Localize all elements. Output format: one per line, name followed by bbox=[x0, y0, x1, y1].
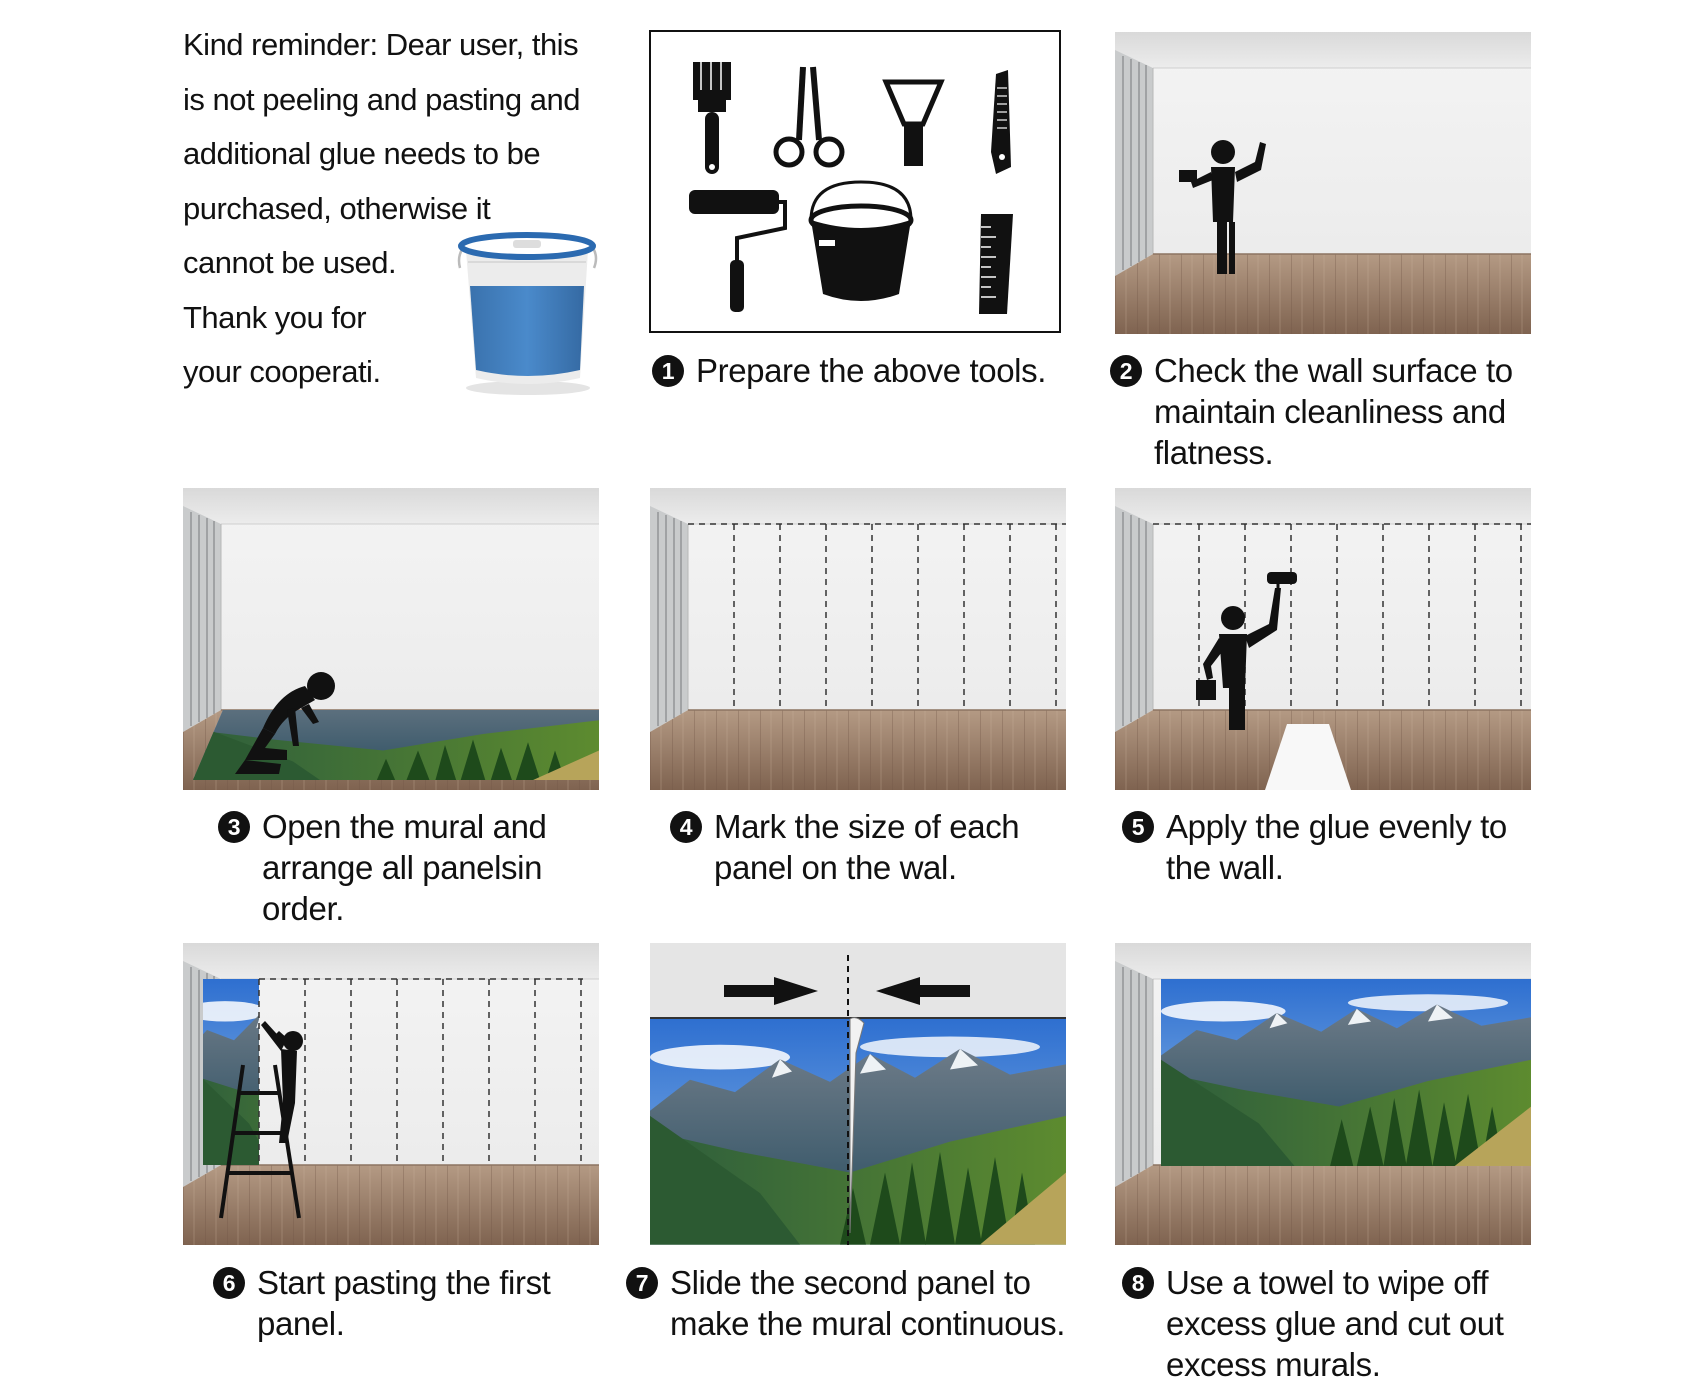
bucket-icon bbox=[811, 182, 911, 301]
glue-bucket-image bbox=[448, 228, 606, 398]
reminder-line: your cooperati. bbox=[183, 354, 381, 389]
reminder-line: additional glue needs to be bbox=[183, 136, 541, 171]
reminder-line: Thank you for bbox=[183, 299, 367, 335]
step-text: Open the mural and arrange all panelsin order. bbox=[262, 808, 547, 927]
step-text: Check the wall surface to maintain cleanliness and flatness. bbox=[1154, 352, 1513, 471]
step-number-badge: 7 bbox=[626, 1267, 658, 1299]
scraper-icon bbox=[886, 82, 941, 166]
reminder-line: cannot be used. bbox=[183, 245, 397, 280]
step-6-caption bbox=[213, 1262, 550, 1344]
paint-brush-icon bbox=[693, 62, 731, 174]
step-text: Mark the size of each panel on the wal. bbox=[714, 808, 1020, 886]
step-4-caption bbox=[670, 806, 1019, 888]
step-6-image bbox=[183, 943, 599, 1245]
reminder-line: is not peeling and pasting and bbox=[183, 81, 580, 117]
step-text: Slide the second panel to make the mural continuous. bbox=[670, 1264, 1065, 1342]
scissors-icon bbox=[776, 67, 842, 165]
step-7-image bbox=[650, 943, 1066, 1245]
step-number-badge: 4 bbox=[670, 811, 702, 843]
step-text: Prepare the above tools. bbox=[696, 352, 1046, 389]
utility-knife-icon bbox=[991, 70, 1011, 174]
step-5-caption bbox=[1122, 806, 1507, 888]
step-8-image bbox=[1115, 943, 1531, 1245]
paint-roller-icon bbox=[689, 190, 785, 312]
step-number-badge: 3 bbox=[218, 811, 250, 843]
step-text: Start pasting the first panel. bbox=[257, 1264, 551, 1342]
step-5-image bbox=[1115, 488, 1531, 790]
step-number-badge: 5 bbox=[1122, 811, 1154, 843]
step-2-image bbox=[1115, 32, 1531, 334]
step-4-image bbox=[650, 488, 1066, 790]
mural-panels bbox=[650, 1018, 1066, 1245]
finished-mural bbox=[1161, 979, 1531, 1166]
reminder-line: Kind reminder: Dear user, this bbox=[183, 27, 579, 62]
reminder-line: purchased, otherwise it bbox=[183, 190, 491, 226]
step-text: Use a towel to wipe off excess glue and cut out excess murals. bbox=[1166, 1264, 1504, 1383]
step-3-image bbox=[183, 488, 599, 790]
step-1-caption bbox=[652, 350, 1046, 391]
step-number-badge: 2 bbox=[1110, 355, 1142, 387]
ruler-icon bbox=[979, 214, 1013, 314]
step-number-badge: 8 bbox=[1122, 1267, 1154, 1299]
step-2-caption bbox=[1110, 350, 1540, 473]
step-number-badge: 6 bbox=[213, 1267, 245, 1299]
step-number-badge: 1 bbox=[652, 355, 684, 387]
step-8-caption bbox=[1122, 1262, 1504, 1385]
step-7-caption bbox=[626, 1262, 1065, 1344]
step-3-caption bbox=[218, 806, 546, 929]
step-text: Apply the glue evenly to the wall. bbox=[1166, 808, 1507, 886]
tools-panel bbox=[649, 30, 1061, 333]
